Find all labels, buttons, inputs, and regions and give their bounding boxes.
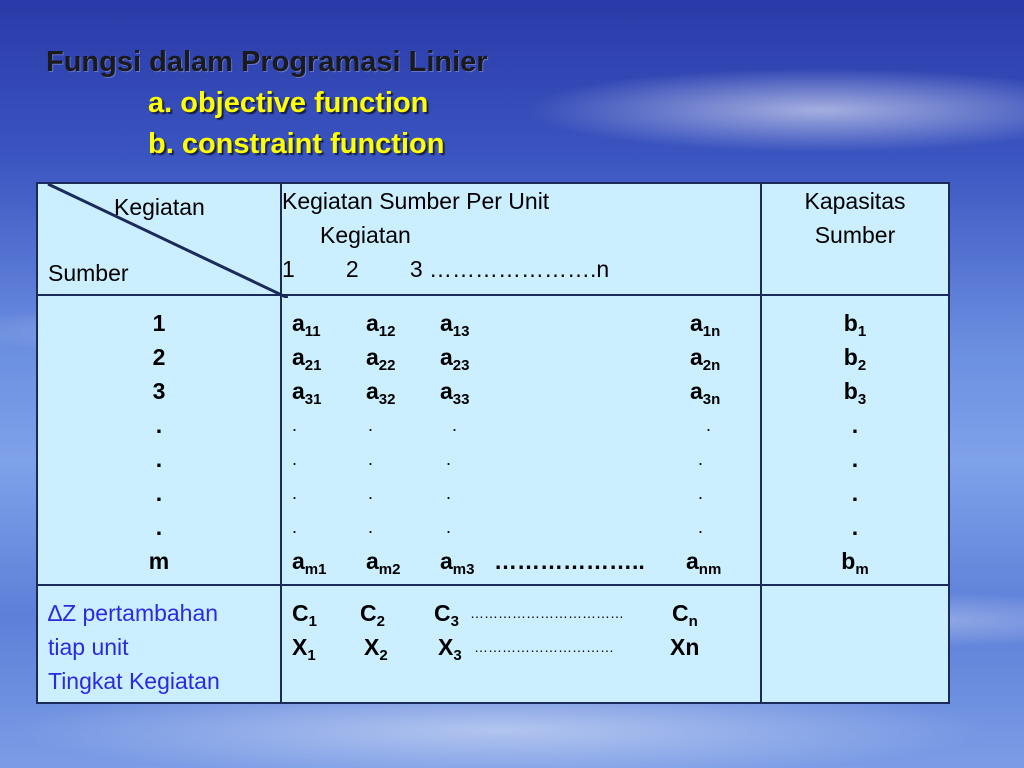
footer-line1: Z pertambahan — [62, 600, 219, 626]
coef: $a_{22}$ — [366, 344, 396, 374]
coef: $a_{m1}$ — [292, 548, 327, 578]
dot: . — [292, 449, 298, 469]
dot: . — [292, 483, 298, 503]
coef-row — [282, 340, 760, 374]
row-label: . — [155, 446, 163, 472]
row-label: . — [155, 480, 163, 506]
coef-row — [282, 374, 760, 408]
c-coef: $C_2$ — [360, 600, 385, 630]
capacity-cell — [761, 295, 949, 585]
dot: . — [292, 517, 298, 537]
coef: $a_{3n}$ — [690, 378, 721, 408]
coef: $a_{32}$ — [366, 378, 396, 408]
coef-dots-row — [282, 442, 760, 476]
coef: $a_{11}$ — [292, 310, 321, 340]
x-row — [292, 630, 760, 664]
footer-line3: Tingkat Kegiatan — [48, 668, 220, 694]
coef: $a_{13}$ — [440, 310, 470, 340]
coef-dots-row — [282, 408, 760, 442]
dot: . — [368, 517, 374, 537]
coef-row — [282, 306, 760, 340]
capacity-dot: . — [851, 446, 859, 472]
row-label: . — [155, 412, 163, 438]
dot: . — [292, 415, 298, 435]
dot: . — [452, 415, 458, 435]
header-mid-line2: Kegiatan — [320, 222, 411, 248]
coef: $a_{23}$ — [440, 344, 470, 374]
delta-symbol: ∆ — [48, 600, 63, 626]
capacity-value: $b_2$ — [843, 344, 867, 374]
capacity-dot: . — [851, 480, 859, 506]
row-label: 2 — [152, 344, 166, 370]
coef: $a_{12}$ — [366, 310, 396, 340]
body-row — [37, 295, 949, 585]
footer-empty-cell — [761, 585, 949, 703]
coef: $a_{21}$ — [292, 344, 322, 374]
capacity-value: $b_1$ — [843, 310, 867, 340]
c-row — [292, 596, 760, 630]
row-label: m — [148, 548, 170, 574]
header-sumber: Sumber — [48, 260, 129, 286]
dot: . — [698, 517, 704, 537]
dot: . — [698, 449, 704, 469]
row-label: 3 — [152, 378, 166, 404]
x-var: $X_3$ — [438, 634, 462, 664]
header-right-line1: Kapasitas — [804, 188, 906, 214]
dot: . — [368, 415, 374, 435]
coef: $a_{2n}$ — [690, 344, 721, 374]
x-var-n: Xn — [670, 634, 700, 660]
dot: . — [698, 483, 704, 503]
capacity-dot: . — [851, 412, 859, 438]
x-var: $X_2$ — [364, 634, 388, 664]
footer-values-cell — [281, 585, 761, 703]
c-coef: $C_3$ — [434, 600, 459, 630]
coef: $a_{m3}$ — [440, 548, 475, 578]
title-main: Fungsi dalam Programasi Linier — [46, 46, 488, 78]
title-objective: a. objective function — [148, 87, 429, 119]
dot: . — [446, 517, 452, 537]
coef-ellipsis: ……………….. — [494, 548, 645, 574]
coef: $a_{31}$ — [292, 378, 322, 408]
row-labels-cell — [37, 295, 281, 585]
coef-dots-row — [282, 476, 760, 510]
footer-row — [37, 585, 949, 703]
coef-dots-row — [282, 510, 760, 544]
dot: . — [706, 415, 712, 435]
capacity-dot: . — [851, 514, 859, 540]
coef: $a_{33}$ — [440, 378, 470, 408]
header-mid-line3: 1 2 3 ………………….n — [282, 256, 610, 282]
x-var: $X_1$ — [292, 634, 316, 664]
dot: . — [368, 483, 374, 503]
c-coef: $C_n$ — [672, 600, 698, 630]
header-mid-line1: Kegiatan Sumber Per Unit — [282, 188, 550, 214]
dot: . — [446, 483, 452, 503]
x-ellipsis: ………………………… — [474, 639, 614, 655]
footer-line2: tiap unit — [48, 634, 129, 660]
capacity-value: $b_m$ — [841, 548, 869, 578]
header-kegiatan: Kegiatan — [114, 194, 205, 220]
coef: $a_{nm}$ — [686, 548, 722, 578]
title-constraint: b. constraint function — [148, 128, 445, 160]
c-coef: $C_1$ — [292, 600, 317, 630]
slide-title — [46, 42, 488, 165]
header-corner-cell — [37, 183, 281, 295]
dot: . — [368, 449, 374, 469]
c-ellipsis: …………………………… — [470, 605, 624, 621]
coefficients-cell — [281, 295, 761, 585]
header-right-line2: Sumber — [814, 222, 896, 248]
header-activity-cell — [281, 183, 761, 295]
capacity-value: $b_3$ — [843, 378, 867, 408]
header-row — [37, 183, 949, 295]
row-label: . — [155, 514, 163, 540]
header-capacity-cell — [761, 183, 949, 295]
lp-table — [36, 182, 950, 704]
footer-label-cell — [37, 585, 281, 703]
row-label: 1 — [152, 310, 166, 336]
dot: . — [446, 449, 452, 469]
coef: $a_{1n}$ — [690, 310, 721, 340]
coef-row-last — [282, 544, 760, 578]
coef: $a_{m2}$ — [366, 548, 401, 578]
